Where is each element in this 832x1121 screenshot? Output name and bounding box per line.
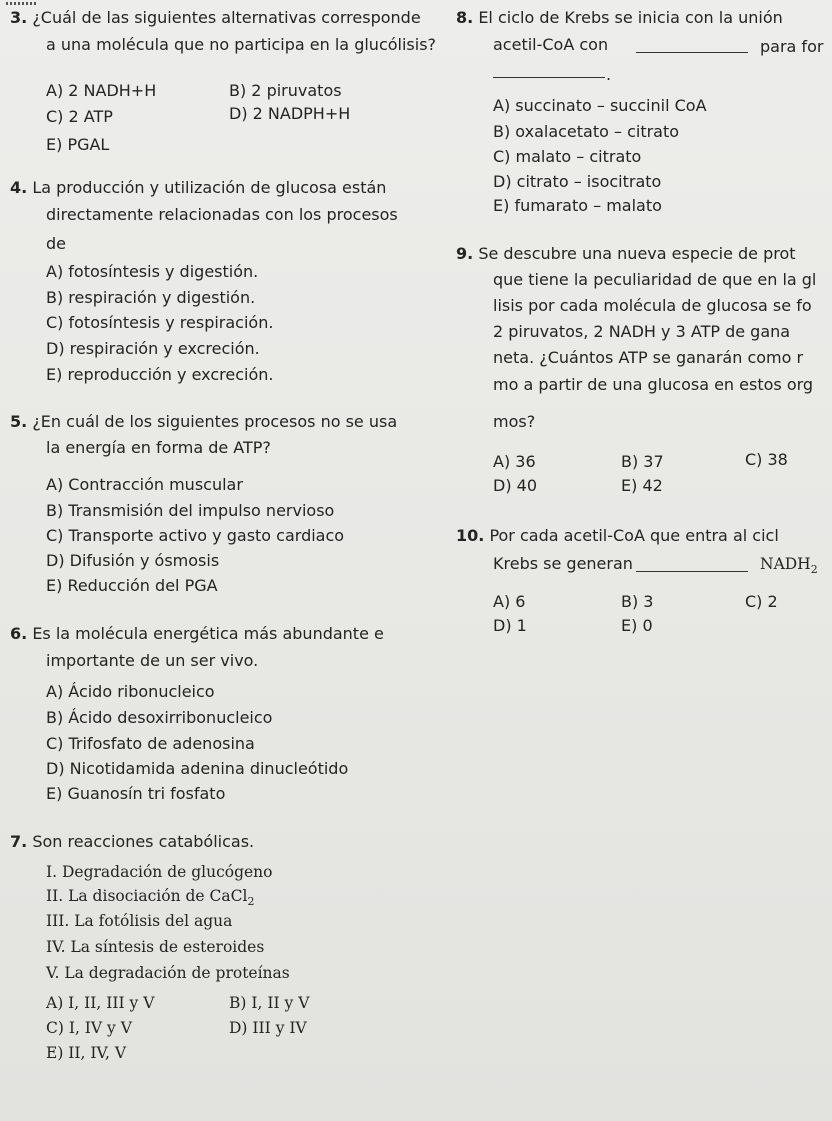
q9-stem-line6: mo a partir de una glucosa en estos org [493,375,814,394]
q10-stem-line1: 10. Por cada acetil-CoA que entra al cicl [456,526,779,545]
q8-answer-blank[interactable] [636,52,748,53]
q6-option-b: B) Ácido desoxirribonucleico [46,708,273,727]
q7-option-a: A) I, II, III y V [46,994,155,1012]
q4-stem-line3: de [46,234,66,253]
q9-option-c: C) 38 [745,450,788,469]
q9-stem-line1: 9. Se descubre una nueva especie de prot [456,244,796,263]
q9-stem-line7: mos? [493,412,536,431]
q10-stem-line2: Krebs se generan [493,554,633,573]
q5-option-b: B) Transmisión del impulso nervioso [46,501,335,520]
q3-option-e: E) PGAL [46,135,110,154]
q7-option-e: E) II, IV, V [46,1044,127,1062]
q5-option-a: A) Contracción muscular [46,475,243,494]
q6-option-d: D) Nicotidamida adenina dinucleótido [46,759,349,778]
q8-option-a: A) succinato – succinil CoA [493,96,707,115]
q3-option-a: A) 2 NADH+H [46,81,157,100]
q6-stem-line1: 6. Es la molécula energética más abundante e [10,624,384,643]
q6-stem-line2: importante de un ser vivo. [46,651,259,670]
q9-option-b: B) 37 [621,452,664,471]
q10-option-b: B) 3 [621,592,654,611]
q8-stem-line2: acetil-CoA con [493,35,609,54]
q5-option-d: D) Difusión y ósmosis [46,551,220,570]
q7-option-c: C) I, IV y V [46,1019,132,1037]
q3-option-d: D) 2 NADPH+H [229,104,351,123]
q10-nadh-label: $NADH_2$ [760,555,818,577]
q10-answer-blank[interactable] [636,571,748,572]
q8-answer-blank-2[interactable] [493,77,605,78]
q7-statement-2: II. La disociación de CaCl$_2$ [46,887,255,909]
q7-statement-5: V. La degradación de proteínas [46,964,290,982]
q4-stem-line2: directamente relacionadas con los procesos [46,205,398,224]
q5-stem-line2: la energía en forma de ATP? [46,438,271,457]
q10-option-d: D) 1 [493,616,527,635]
q8-stem-line1: 8. El ciclo de Krebs se inicia con la unión [456,8,783,27]
q8-stem-line2-end: para for [760,37,824,56]
q6-option-e: E) Guanosín tri fosfato [46,784,226,803]
q7-option-d: D) III y IV [229,1019,307,1037]
q7-statement-3: III. La fotólisis del agua [46,912,233,930]
q10-option-c: C) 2 [745,592,778,611]
q7-statement-4: IV. La síntesis de esteroides [46,938,265,956]
q4-option-b: B) respiración y digestión. [46,288,256,307]
q9-option-a: A) 36 [493,452,536,471]
q8-option-b: B) oxalacetato – citrato [493,122,680,141]
q9-stem-line3: lisis por cada molécula de glucosa se fo [493,296,812,315]
q6-option-a: A) Ácido ribonucleico [46,682,215,701]
q8-option-d: D) citrato – isocitrato [493,172,662,191]
q4-option-a: A) fotosíntesis y digestión. [46,262,259,281]
dotted-mark [6,2,36,5]
q3-stem-line1: 3. ¿Cuál de las siguientes alternativas corresponde [10,8,421,27]
q9-stem-line4: 2 piruvatos, 2 NADH y 3 ATP de gana [493,322,791,341]
q3-option-c: C) 2 ATP [46,107,113,126]
q8-option-c: C) malato – citrato [493,147,642,166]
q8-option-e: E) fumarato – malato [493,196,662,215]
q3-stem-line2: a una molécula que no participa en la glucólisis? [46,35,437,54]
q4-option-d: D) respiración y excreción. [46,339,260,358]
q8-period: . [606,65,612,84]
q6-option-c: C) Trifosfato de adenosina [46,734,255,753]
q10-option-e: E) 0 [621,616,653,635]
q10-option-a: A) 6 [493,592,526,611]
q7-statement-1: I. Degradación de glucógeno [46,863,273,881]
q7-option-b: B) I, II y V [229,994,310,1012]
q3-option-b: B) 2 piruvatos [229,81,342,100]
q4-stem-line1: 4. La producción y utilización de glucosa están [10,178,387,197]
q9-stem-line2: que tiene la peculiaridad de que en la gl [493,270,817,289]
q4-option-e: E) reproducción y excreción. [46,365,274,384]
q9-stem-line5: neta. ¿Cuántos ATP se ganarán como r [493,348,804,367]
q5-stem-line1: 5. ¿En cuál de los siguientes procesos no se usa [10,412,398,431]
q5-option-c: C) Transporte activo y gasto cardiaco [46,526,345,545]
q9-option-d: D) 40 [493,476,538,495]
q4-option-c: C) fotosíntesis y respiración. [46,313,274,332]
q7-stem-line1: 7. Son reacciones catabólicas. [10,832,255,851]
q5-option-e: E) Reducción del PGA [46,576,218,595]
q9-option-e: E) 42 [621,476,663,495]
